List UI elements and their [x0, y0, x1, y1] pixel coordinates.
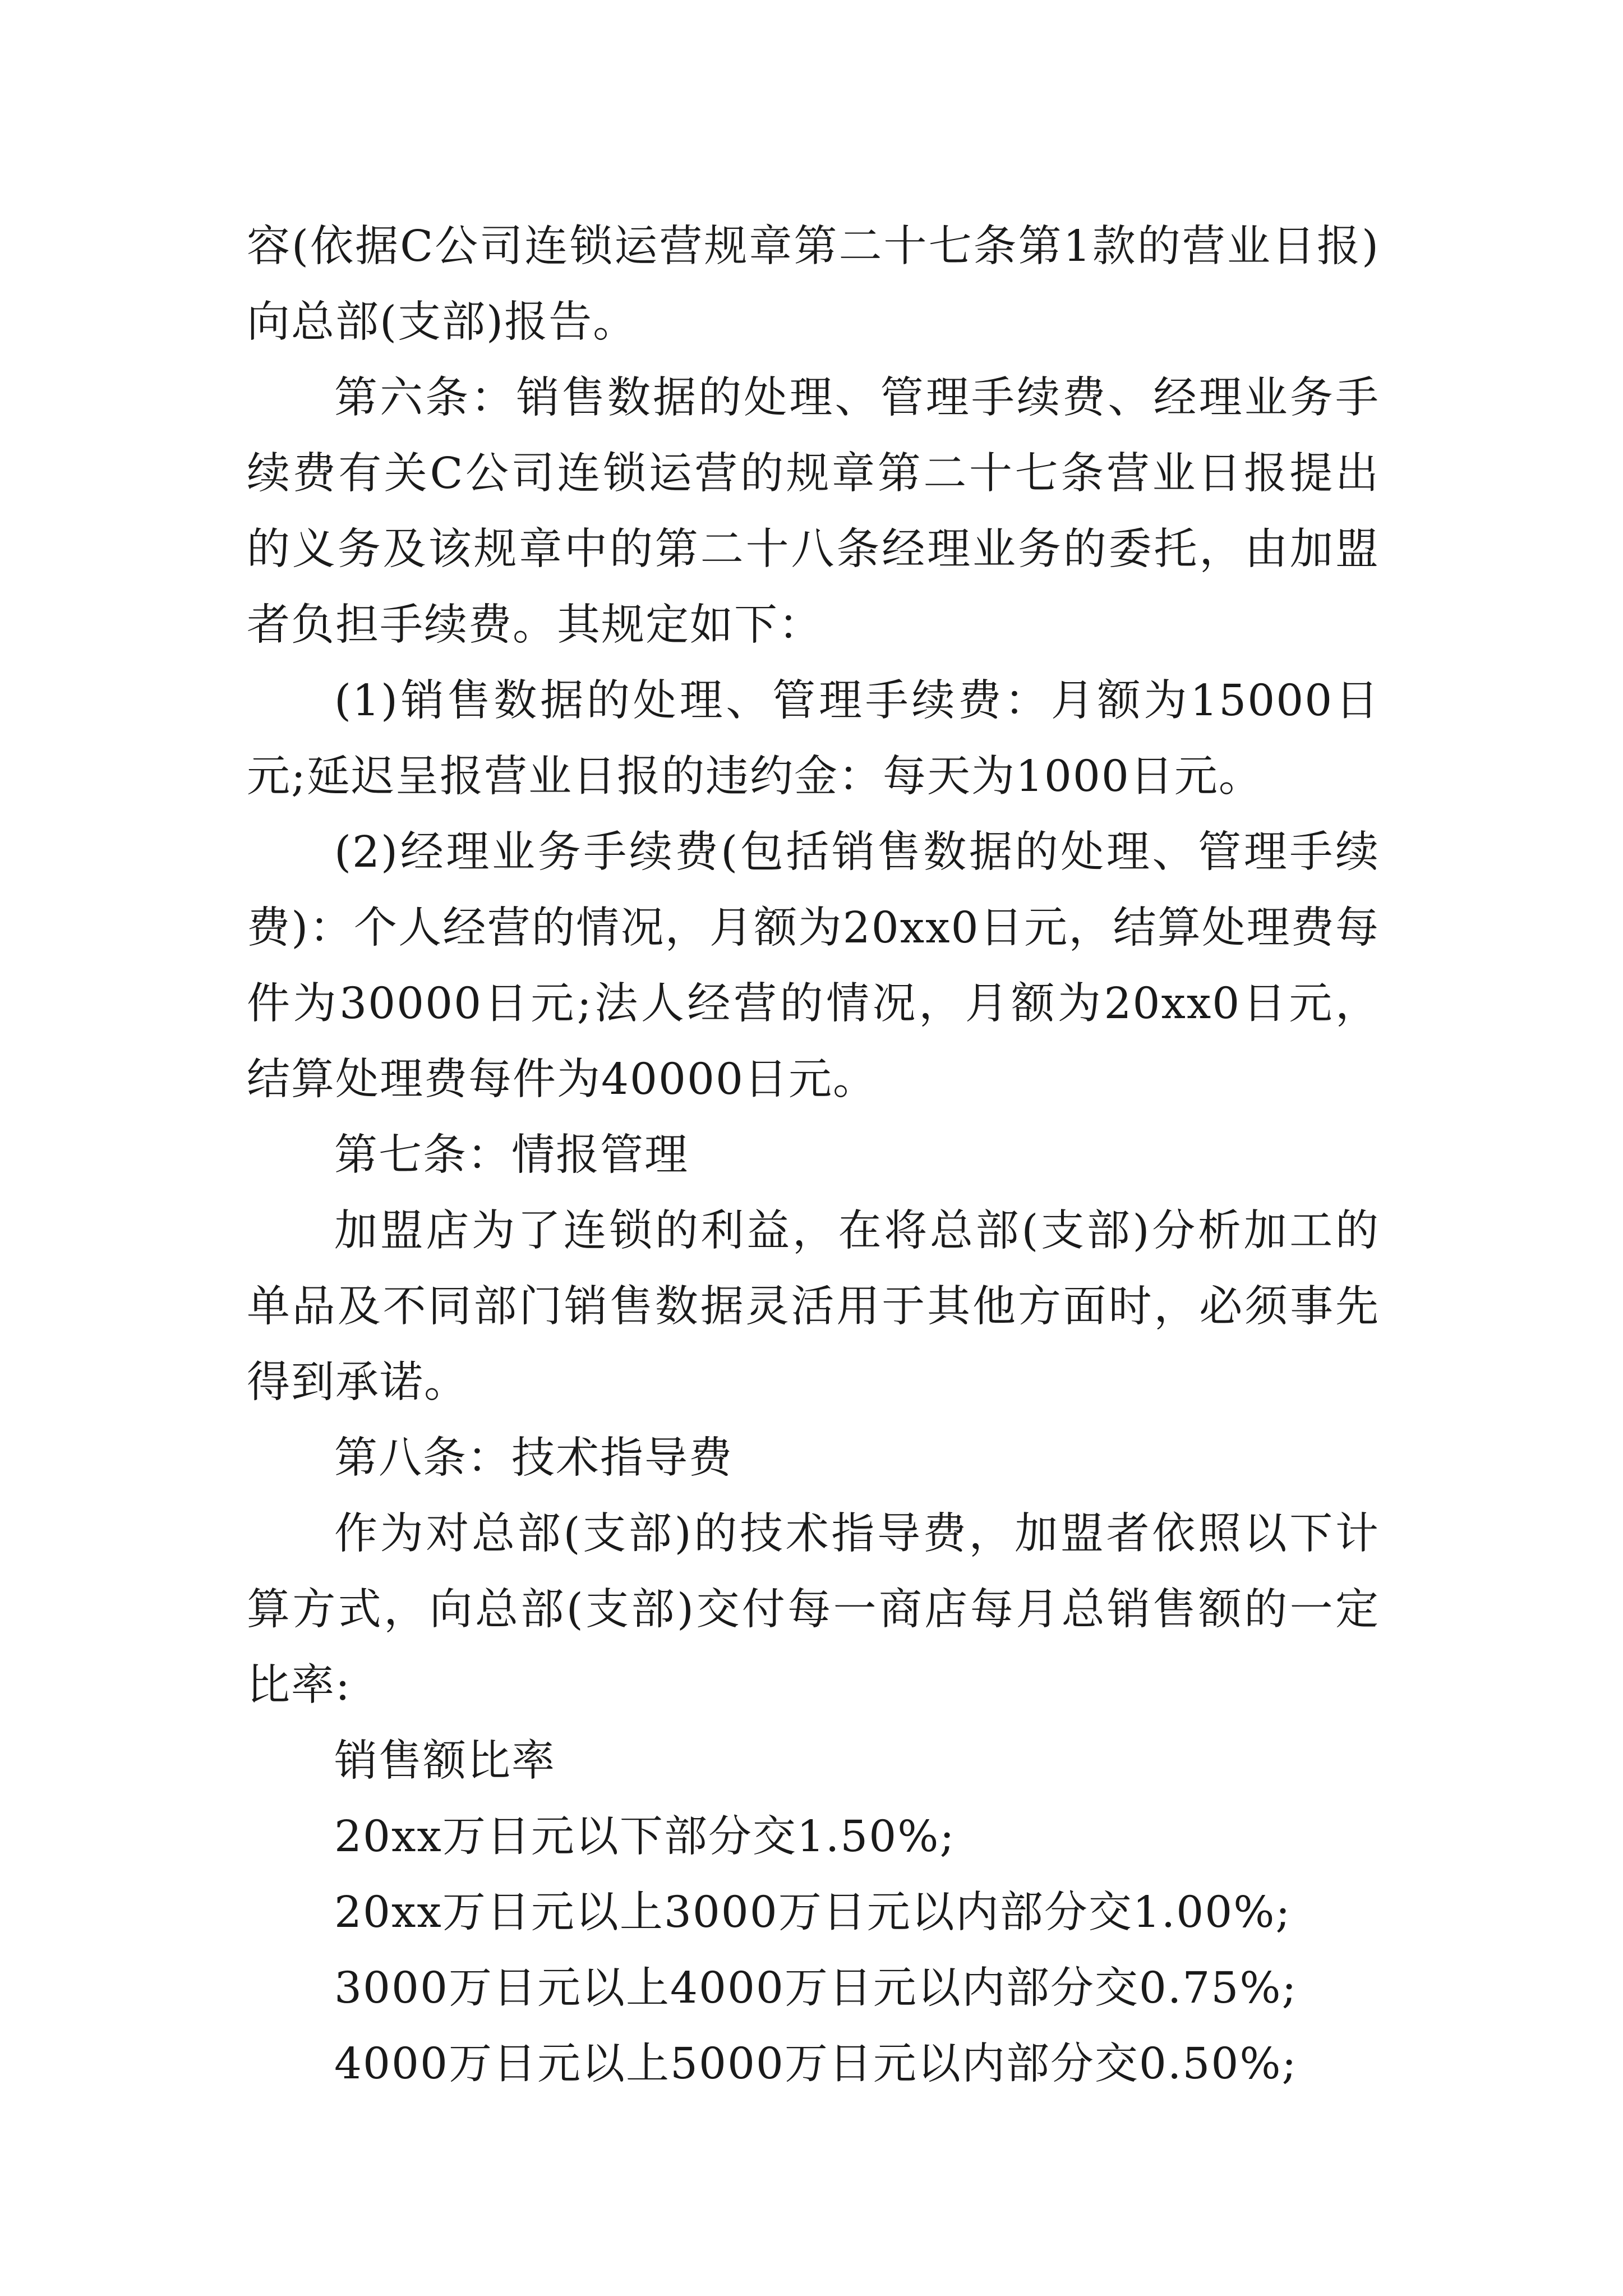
paragraph-report-continuation: 容(依据C公司连锁运营规章第二十七条第1款的营业日报)向总部(支部)报告。	[247, 222, 1380, 347]
rate-line-1: 20xx万日元以下部分交1.50%;	[334, 1812, 956, 1862]
rate-table-heading: 销售额比率	[334, 1736, 556, 1786]
document-body	[247, 209, 1380, 2102]
paragraph-article-7-body: 加盟店为了连锁的利益，在将总部(支部)分析加工的单品及不同部门销售数据灵活用于其他方面时，必须事先得到承诺。	[247, 1206, 1380, 1407]
rate-line-4: 4000万日元以上5000万日元以内部分交0.50%;	[334, 2039, 1298, 2089]
rate-line-2: 20xx万日元以上3000万日元以内部分交1.00%;	[334, 1888, 1292, 1938]
paragraph-article-6: 第六条：销售数据的处理、管理手续费、经理业务手续费有关C公司连锁运营的规章第二十七条营业日报提出的义务及该规章中的第二十八条经理业务的委托，由加盟者负担手续费。其规定如下：	[247, 373, 1380, 650]
paragraph-article-6-item-1: (1)销售数据的处理、管理手续费：月额为15000日元;延迟呈报营业日报的违约金：每天为1000日元。	[247, 676, 1380, 802]
paragraph-article-8-body: 作为对总部(支部)的技术指导费，加盟者依照以下计算方式，向总部(支部)交付每一商店每月总销售额的一定比率:	[247, 1509, 1380, 1710]
rate-line-3: 3000万日元以上4000万日元以内部分交0.75%;	[334, 1963, 1298, 2013]
heading-article-8: 第八条：技术指导费	[334, 1433, 733, 1483]
paragraph-article-6-item-2: (2)经理业务手续费(包括销售数据的处理、管理手续费)：个人经营的情况，月额为20xx0日元，结算处理费每件为30000日元;法人经营的情况，月额为20xx0日元，结算处理费每件为40000日元。	[247, 827, 1380, 1105]
heading-article-7: 第七条：情报管理	[334, 1130, 689, 1180]
